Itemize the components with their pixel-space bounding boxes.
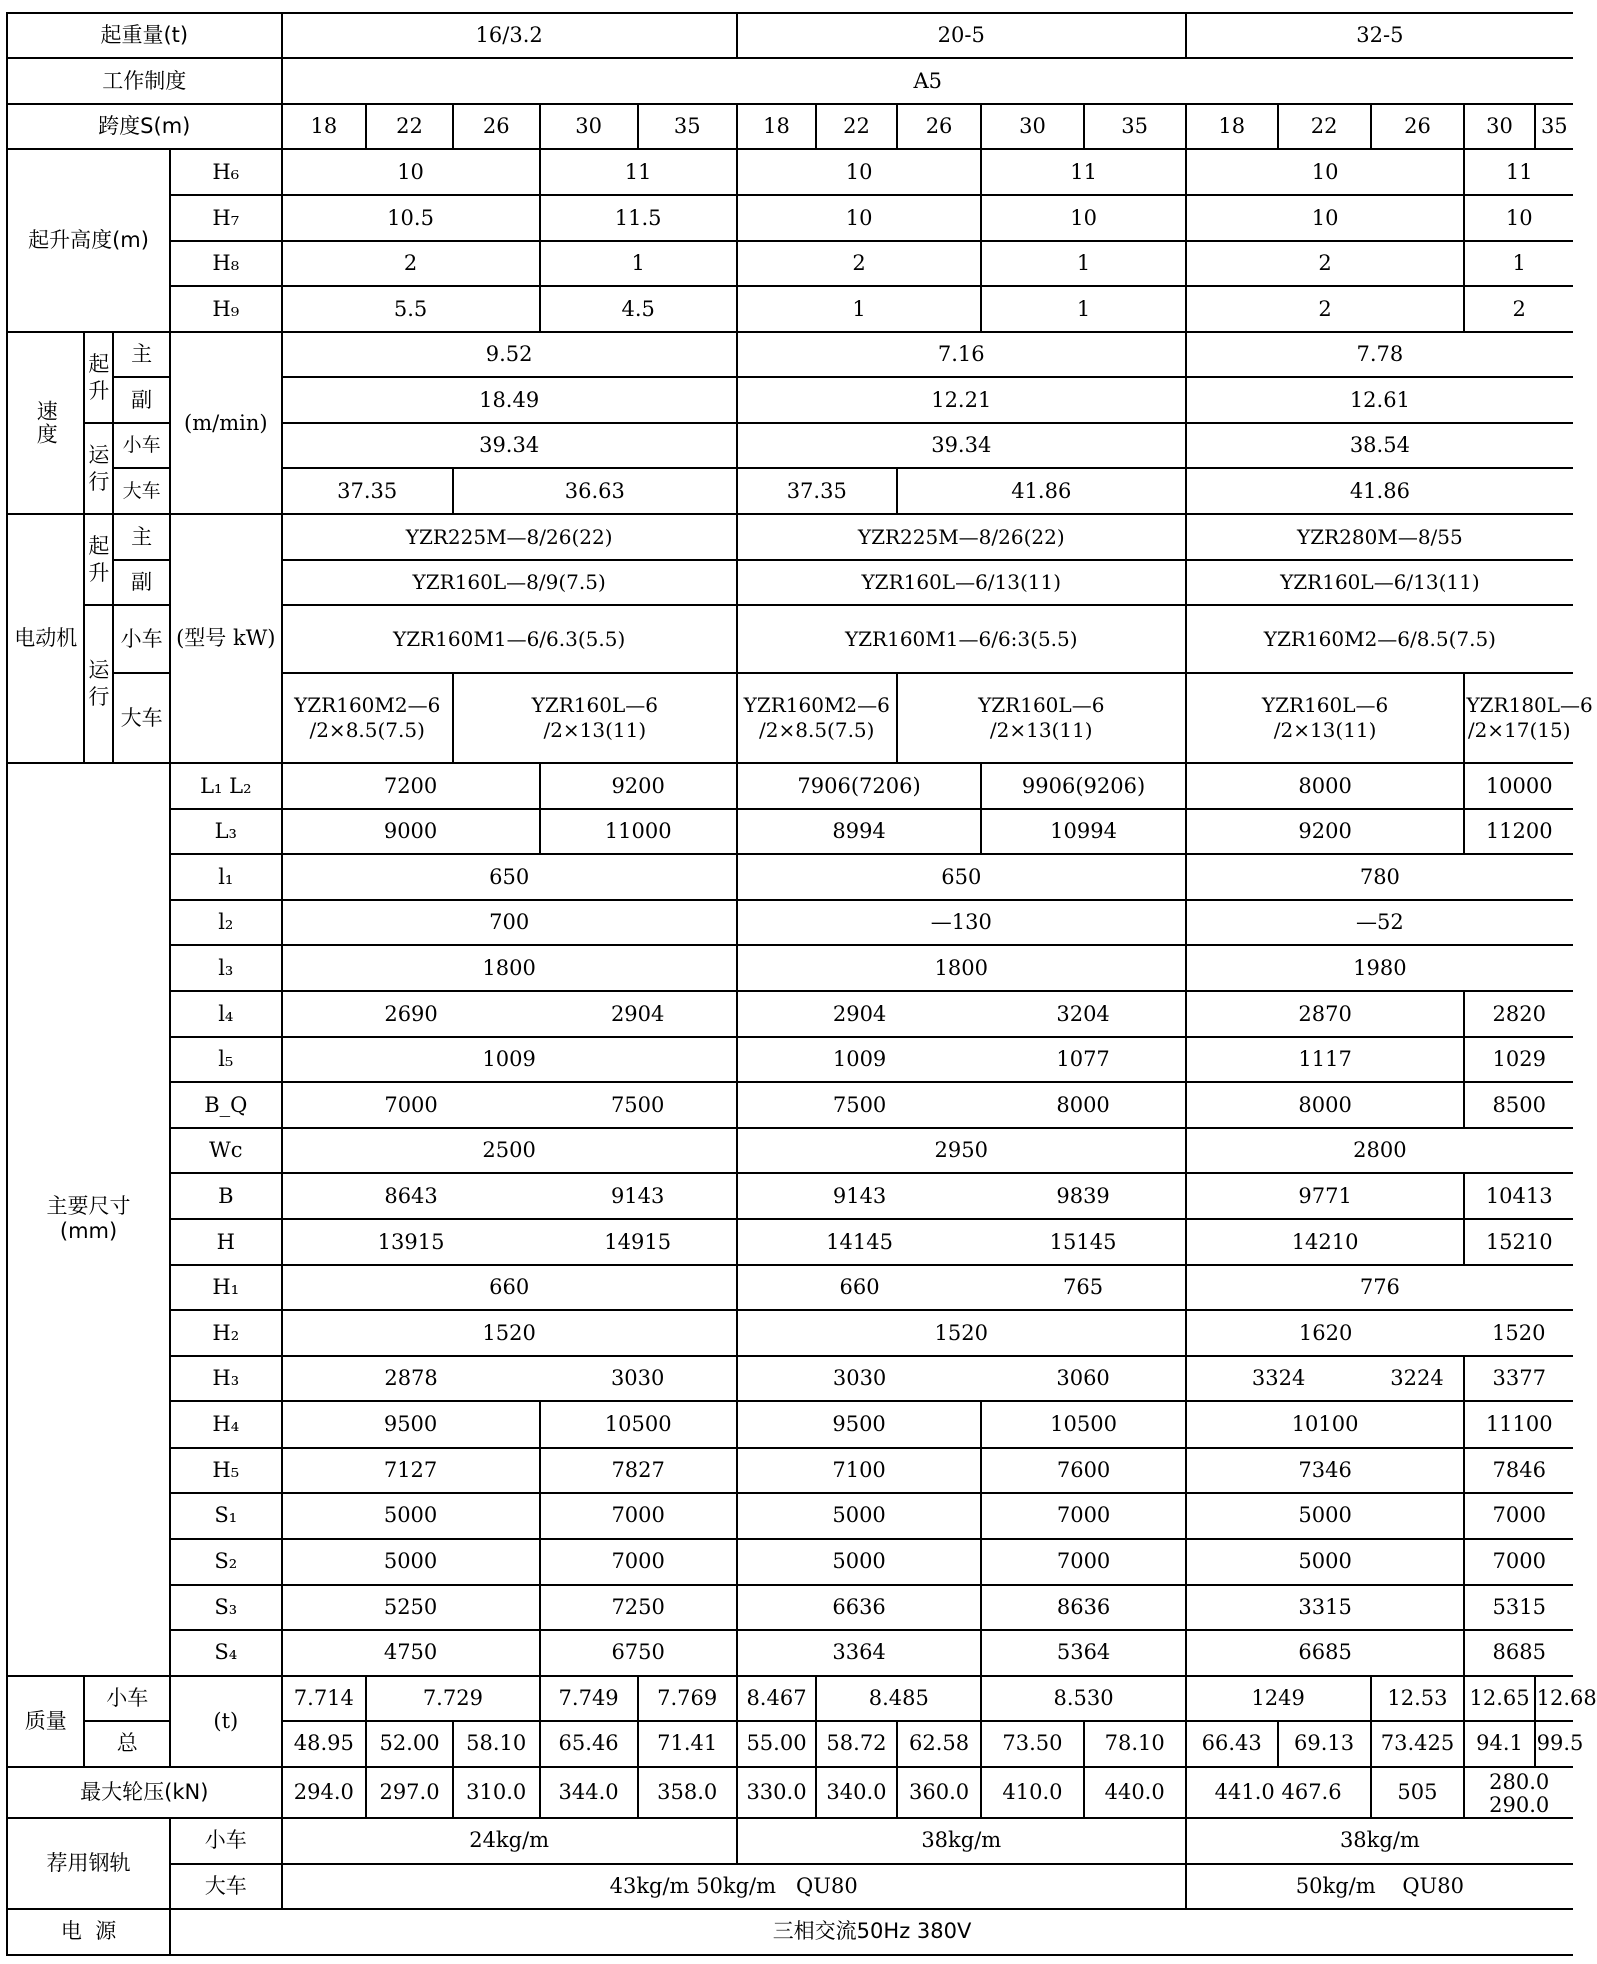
cell: 650 [737, 854, 1186, 900]
cell: 5000 [1186, 1539, 1465, 1585]
row-label: H₃ [170, 1356, 281, 1401]
span-value: 22 [816, 104, 897, 149]
cell: 1029 [1464, 1037, 1573, 1082]
cell: 9000 [282, 809, 540, 854]
cell: YZR225M—8/26(22) [282, 514, 737, 560]
cell: 2820 [1464, 991, 1573, 1037]
cell: 7250 [540, 1585, 737, 1630]
span-value: 30 [1464, 104, 1534, 149]
motor-aux-label: 副 [113, 560, 170, 605]
cell: 8636 [981, 1585, 1185, 1630]
cell: 10100 [1186, 1401, 1465, 1447]
cell: 11 [540, 149, 737, 195]
cell: 5250 [282, 1585, 540, 1630]
row-label: l₂ [170, 900, 281, 945]
cell: 58.10 [453, 1721, 540, 1767]
row-label: H₅ [170, 1448, 281, 1493]
cell: 6636 [737, 1585, 982, 1630]
row-label: H₉ [170, 286, 281, 332]
cell: 3315 [1186, 1585, 1465, 1630]
cell: 7.78 [1186, 332, 1573, 377]
row-label: S₃ [170, 1585, 281, 1630]
cell: 3030 [540, 1356, 737, 1401]
cell: 5000 [282, 1493, 540, 1539]
cell: 65.46 [540, 1721, 638, 1767]
row-label: H₇ [170, 195, 281, 241]
cell: 37.35 [737, 468, 897, 514]
cell: 7500 [540, 1082, 737, 1128]
cell: 52.00 [366, 1721, 453, 1767]
row-label: l₃ [170, 945, 281, 991]
cell: 39.34 [282, 423, 737, 468]
cell: 7000 [540, 1539, 737, 1585]
cell: 15210 [1464, 1219, 1573, 1265]
cell: 7000 [282, 1082, 540, 1128]
cell: 4750 [282, 1630, 540, 1676]
row-label: L₁ L₂ [170, 763, 281, 809]
cell: 9143 [737, 1173, 982, 1219]
cell: 38kg/m [1186, 1818, 1573, 1864]
cell: 3204 [981, 991, 1185, 1037]
cell: 9839 [981, 1173, 1185, 1219]
cell: 8000 [1186, 1082, 1465, 1128]
cell: 3030 [737, 1356, 982, 1401]
cell: 10 [282, 149, 540, 195]
cell: 12.65 [1464, 1676, 1534, 1721]
cell: 10994 [981, 809, 1185, 854]
cell: 38kg/m [737, 1818, 1186, 1864]
rail-bridge-label: 大车 [170, 1864, 281, 1909]
cell: 8000 [1186, 763, 1465, 809]
cell: 11 [981, 149, 1185, 195]
cell: YZR160M1—6/6.3(5.5) [282, 605, 737, 673]
cell: 776 [1186, 1265, 1573, 1310]
cell: 7906(7206) [737, 763, 982, 809]
cell: 11 [1464, 149, 1573, 195]
span-value: 35 [1084, 104, 1186, 149]
cell: 9500 [737, 1401, 982, 1447]
cell: 1 [737, 286, 982, 332]
cell: 1 [540, 241, 737, 286]
cell: 441.0 467.6 [1186, 1767, 1371, 1818]
cell: 12.21 [737, 377, 1186, 423]
cell: 344.0 [540, 1767, 638, 1818]
cell: 12.53 [1371, 1676, 1465, 1721]
cell: 9200 [1186, 809, 1465, 854]
cell: 55.00 [737, 1721, 816, 1767]
capacity-label: 起重量(t) [7, 13, 282, 58]
cell: 2 [737, 241, 982, 286]
motor-bridge-label: 大车 [113, 673, 170, 763]
span-value: 35 [638, 104, 737, 149]
cell: 660 [282, 1265, 737, 1310]
cell: 5315 [1464, 1585, 1573, 1630]
motor-main-label: 主 [113, 514, 170, 560]
cell: 7200 [282, 763, 540, 809]
speed-unit: (m/min) [170, 332, 281, 514]
cell: 7.749 [540, 1676, 638, 1721]
cell: 10 [1186, 195, 1465, 241]
row-label: l₅ [170, 1037, 281, 1082]
cell: 6750 [540, 1630, 737, 1676]
cell: YZR160L—6/13(11) [1186, 560, 1573, 605]
cell: YZR225M—8/26(22) [737, 514, 1186, 560]
mass-total-label: 总 [84, 1721, 170, 1767]
power-label: 电 源 [7, 1909, 170, 1955]
cell: 660 [737, 1265, 982, 1310]
cell: 2800 [1186, 1128, 1573, 1173]
cell: 7127 [282, 1448, 540, 1493]
cell: 2904 [540, 991, 737, 1037]
row-label: S₁ [170, 1493, 281, 1539]
row-label: H [170, 1219, 281, 1265]
cell: 1 [981, 286, 1185, 332]
cell: 7346 [1186, 1448, 1465, 1493]
motor-trolley-label: 小车 [113, 605, 170, 673]
cell: 14915 [540, 1219, 737, 1265]
rail-label: 荐用钢轨 [7, 1818, 170, 1909]
cell: 3060 [981, 1356, 1185, 1401]
cell: 297.0 [366, 1767, 453, 1818]
cell: 10000 [1464, 763, 1573, 809]
cell: 18.49 [282, 377, 737, 423]
cell: YZR160L—6 /2×13(11) [897, 673, 1186, 763]
cell: 7100 [737, 1448, 982, 1493]
cell: YZR160L—6 /2×13(11) [1186, 673, 1465, 763]
cell: 9500 [282, 1401, 540, 1447]
row-label: l₁ [170, 854, 281, 900]
cell: 8500 [1464, 1082, 1573, 1128]
cell: 13915 [282, 1219, 540, 1265]
cell: 7.714 [282, 1676, 367, 1721]
cell: 10 [737, 149, 982, 195]
speed-label: 速度 [7, 332, 84, 514]
cell: 5.5 [282, 286, 540, 332]
mass-label: 质量 [7, 1676, 84, 1767]
motor-travel-label: 运行 [84, 605, 113, 763]
cell: 650 [282, 854, 737, 900]
cell: 10 [1464, 195, 1573, 241]
cell: 10 [737, 195, 982, 241]
cell: 37.35 [282, 468, 453, 514]
cell: 2 [1186, 286, 1465, 332]
span-value: 26 [1371, 104, 1465, 149]
cell: 7500 [737, 1082, 982, 1128]
capacity-value: 32-5 [1186, 13, 1573, 58]
cell: 360.0 [897, 1767, 982, 1818]
cell: 3377 [1464, 1356, 1573, 1401]
cell: YZR280M—8/55 [1186, 514, 1573, 560]
cell: 58.72 [816, 1721, 897, 1767]
cell: 2904 [737, 991, 982, 1037]
span-value: 22 [1278, 104, 1371, 149]
cell: 15145 [981, 1219, 1185, 1265]
cell: 5000 [737, 1539, 982, 1585]
cell: 1009 [282, 1037, 737, 1082]
cell: 62.58 [897, 1721, 982, 1767]
cell: 8.485 [816, 1676, 981, 1721]
cell: 8994 [737, 809, 982, 854]
cell: 12.61 [1186, 377, 1573, 423]
cell: 8643 [282, 1173, 540, 1219]
cell: 50kg/m QU80 [1186, 1864, 1573, 1909]
cell: 700 [282, 900, 737, 945]
row-label: B [170, 1173, 281, 1219]
dimensions-label: 主要尺寸 (mm) [7, 763, 170, 1675]
cell: 3224 [1371, 1356, 1465, 1401]
cell: 294.0 [282, 1767, 367, 1818]
cell: 7000 [1464, 1493, 1573, 1539]
cell: 24kg/m [282, 1818, 737, 1864]
span-value: 18 [1186, 104, 1278, 149]
cell: 2500 [282, 1128, 737, 1173]
cell: 10.5 [282, 195, 540, 241]
row-label: S₂ [170, 1539, 281, 1585]
row-label: l₄ [170, 991, 281, 1037]
span-value: 18 [737, 104, 816, 149]
cell: 1249 [1186, 1676, 1371, 1721]
cell: 10413 [1464, 1173, 1573, 1219]
cell: 7827 [540, 1448, 737, 1493]
cell: YZR160L—6 /2×13(11) [453, 673, 737, 763]
speed-travel-label: 运行 [84, 423, 113, 514]
cell: 7.729 [366, 1676, 539, 1721]
cell: YZR160M2—6 /2×8.5(7.5) [282, 673, 453, 763]
span-value: 22 [366, 104, 453, 149]
cell: 7846 [1464, 1448, 1573, 1493]
cell: 36.63 [453, 468, 737, 514]
cell: 440.0 [1084, 1767, 1186, 1818]
cell: 7000 [981, 1539, 1185, 1585]
cell: 9200 [540, 763, 737, 809]
cell: 1620 [1186, 1310, 1465, 1356]
row-label: Wc [170, 1128, 281, 1173]
cell: 2 [1186, 241, 1465, 286]
cell: 8.530 [981, 1676, 1185, 1721]
cell: 310.0 [453, 1767, 540, 1818]
speed-main-label: 主 [113, 332, 170, 377]
cell: 330.0 [737, 1767, 816, 1818]
duty-value: A5 [282, 58, 1573, 104]
cell: 1800 [737, 945, 1186, 991]
cell: 8685 [1464, 1630, 1573, 1676]
cell: YZR160M1—6/6:3(5.5) [737, 605, 1186, 673]
cell: 3364 [737, 1630, 982, 1676]
mass-trolley-label: 小车 [84, 1676, 170, 1721]
cell: 73.50 [981, 1721, 1083, 1767]
span-value: 30 [540, 104, 638, 149]
cell: 9906(9206) [981, 763, 1185, 809]
cell: YZR160M2—6 /2×8.5(7.5) [737, 673, 897, 763]
cell: 7000 [540, 1493, 737, 1539]
cell: 5364 [981, 1630, 1185, 1676]
capacity-value: 20-5 [737, 13, 1186, 58]
wheel-load-label: 最大轮压(kN) [7, 1767, 282, 1818]
cell: 69.13 [1278, 1721, 1371, 1767]
span-value: 26 [897, 104, 982, 149]
cell: 71.41 [638, 1721, 737, 1767]
cell: 280.0 290.0 [1464, 1767, 1573, 1818]
cell: 1520 [282, 1310, 737, 1356]
mass-unit: (t) [170, 1676, 281, 1767]
cell: 9143 [540, 1173, 737, 1219]
cell: YZR160M2—6/8.5(7.5) [1186, 605, 1573, 673]
cell: 340.0 [816, 1767, 897, 1818]
cell: 41.86 [1186, 468, 1573, 514]
cell: 73.425 [1371, 1721, 1465, 1767]
cell: 39.34 [737, 423, 1186, 468]
cell: 765 [981, 1265, 1185, 1310]
cell: 10500 [981, 1401, 1185, 1447]
cell: 11.5 [540, 195, 737, 241]
span-value: 35 [1535, 104, 1573, 149]
motor-unit: (型号 kW) [170, 514, 281, 763]
cell: 358.0 [638, 1767, 737, 1818]
cell: 11100 [1464, 1401, 1573, 1447]
speed-aux-label: 副 [113, 377, 170, 423]
cell: 7000 [981, 1493, 1185, 1539]
cell: 9771 [1186, 1173, 1465, 1219]
cell: 780 [1186, 854, 1573, 900]
speed-lift-label: 起升 [84, 332, 113, 423]
speed-trolley-label: 小车 [113, 423, 170, 468]
cell: 6685 [1186, 1630, 1465, 1676]
speed-bridge-label: 大车 [113, 468, 170, 514]
cell: 10500 [540, 1401, 737, 1447]
crane-spec-table [6, 12, 1597, 1956]
capacity-value: 16/3.2 [282, 13, 737, 58]
cell: 2690 [282, 991, 540, 1037]
cell: 7000 [1464, 1539, 1573, 1585]
cell: 5000 [282, 1539, 540, 1585]
cell: 9.52 [282, 332, 737, 377]
row-label: S₄ [170, 1630, 281, 1676]
cell: 7.16 [737, 332, 1186, 377]
cell: 78.10 [1084, 1721, 1186, 1767]
motor-label: 电动机 [7, 514, 84, 763]
row-label: H₂ [170, 1310, 281, 1356]
cell: 2 [1464, 286, 1573, 332]
cell: 5000 [737, 1493, 982, 1539]
cell: YZR160L—8/9(7.5) [282, 560, 737, 605]
cell: 10 [981, 195, 1185, 241]
cell: —130 [737, 900, 1186, 945]
row-label: B_Q [170, 1082, 281, 1128]
row-label: H₈ [170, 241, 281, 286]
row-label: H₆ [170, 149, 281, 195]
cell: —52 [1186, 900, 1573, 945]
cell: 1980 [1186, 945, 1573, 991]
row-label: L₃ [170, 809, 281, 854]
cell: 1077 [981, 1037, 1185, 1082]
row-label: H₄ [170, 1401, 281, 1447]
cell: 10 [1186, 149, 1465, 195]
cell: 505 [1371, 1767, 1465, 1818]
cell: YZR160L—6/13(11) [737, 560, 1186, 605]
span-value: 26 [453, 104, 540, 149]
cell: YZR180L—6 /2×17(15) [1464, 673, 1573, 763]
cell: 12.68 [1535, 1676, 1573, 1721]
cell: 1 [981, 241, 1185, 286]
cell: 2878 [282, 1356, 540, 1401]
cell: 1 [1464, 241, 1573, 286]
cell: 410.0 [981, 1767, 1083, 1818]
rail-trolley-label: 小车 [170, 1818, 281, 1864]
cell: 1117 [1186, 1037, 1465, 1082]
cell: 38.54 [1186, 423, 1573, 468]
cell: 14210 [1186, 1219, 1465, 1265]
cell: 11000 [540, 809, 737, 854]
cell: 14145 [737, 1219, 982, 1265]
lift-height-label: 起升高度(m) [7, 149, 170, 332]
cell: 7600 [981, 1448, 1185, 1493]
span-value: 18 [282, 104, 367, 149]
cell: 1520 [737, 1310, 1186, 1356]
cell: 66.43 [1186, 1721, 1278, 1767]
cell: 4.5 [540, 286, 737, 332]
cell: 7.769 [638, 1676, 737, 1721]
cell: 8.467 [737, 1676, 816, 1721]
cell: 94.1 [1464, 1721, 1534, 1767]
cell: 1520 [1464, 1310, 1573, 1356]
cell: 2 [282, 241, 540, 286]
span-value: 30 [981, 104, 1083, 149]
motor-lift-label: 起升 [84, 514, 113, 605]
cell: 3324 [1186, 1356, 1371, 1401]
cell: 1009 [737, 1037, 982, 1082]
cell: 11200 [1464, 809, 1573, 854]
power-value: 三相交流50Hz 380V [170, 1909, 1573, 1955]
cell: 2950 [737, 1128, 1186, 1173]
cell: 1800 [282, 945, 737, 991]
cell: 8000 [981, 1082, 1185, 1128]
cell: 41.86 [897, 468, 1186, 514]
duty-label: 工作制度 [7, 58, 282, 104]
cell: 99.5 [1535, 1721, 1573, 1767]
span-label: 跨度S(m) [7, 104, 282, 149]
cell: 43kg/m 50kg/m QU80 [282, 1864, 1186, 1909]
cell: 48.95 [282, 1721, 367, 1767]
row-label: H₁ [170, 1265, 281, 1310]
cell: 5000 [1186, 1493, 1465, 1539]
cell: 2870 [1186, 991, 1465, 1037]
